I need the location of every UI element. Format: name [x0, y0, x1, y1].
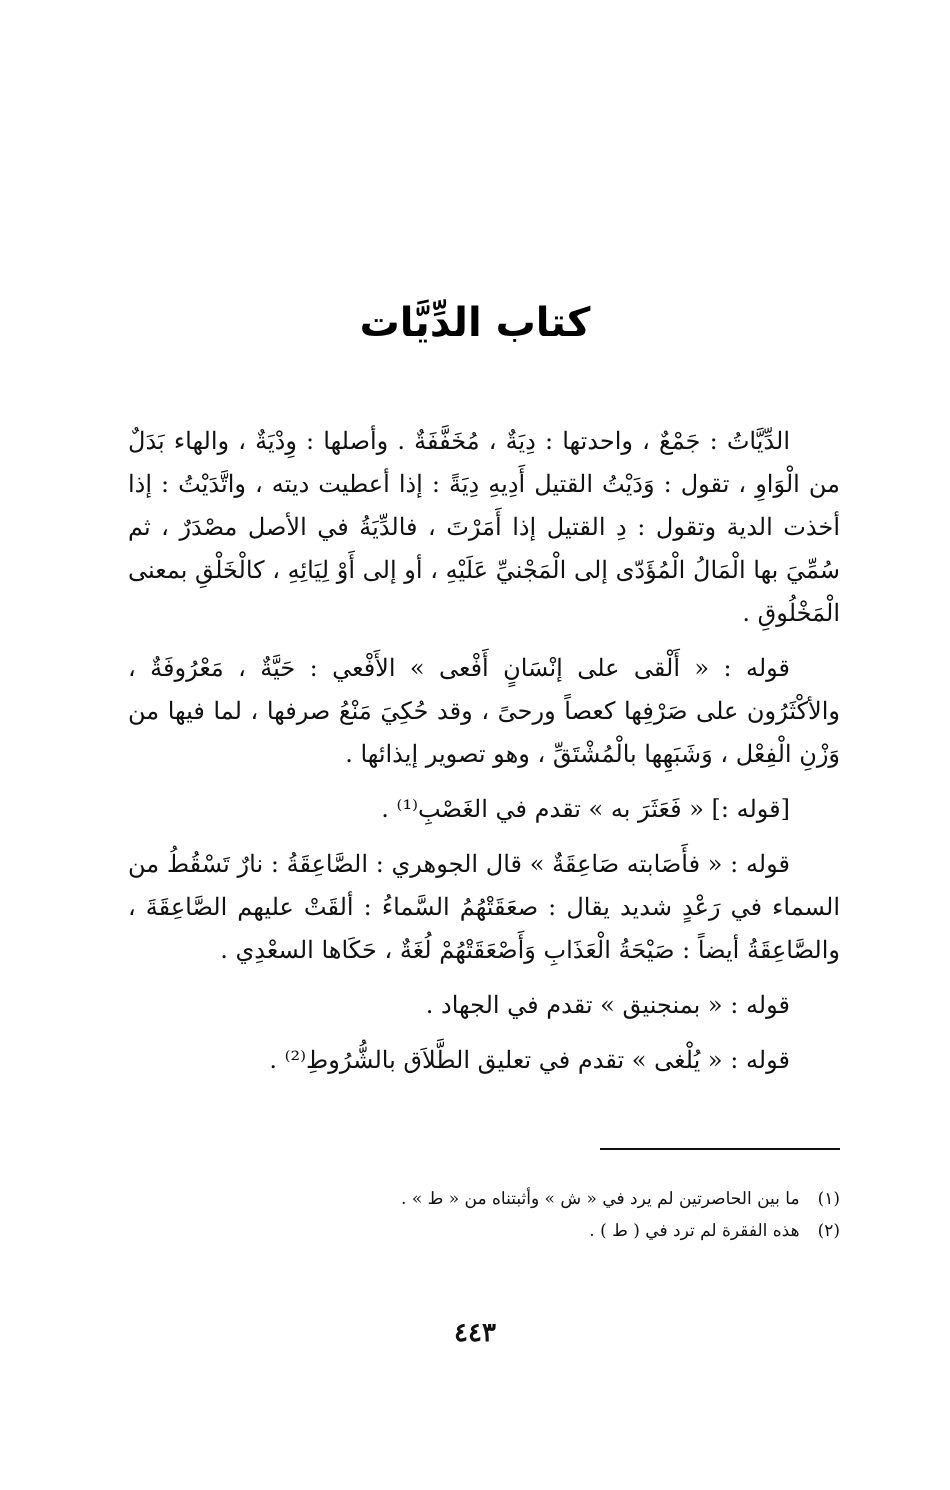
- footnotes: [128, 1183, 840, 1247]
- footnote-number: (١): [817, 1189, 840, 1209]
- paragraph-diyat-definition: الدِّيَّاتُ : جَمْعٌ ، واحدتها : دِيَةٌ ، مُخَفَّفَةٌ . وأصلها : وِدْيَةٌ ، والهاء بَدَلٌ من الْوَاوِ ، تقول : وَدَيْتُ القتيل أَدِيهِ دِيَةً : إذا أعطيت ديته ، واتَّدَيْتُ : إذا أخذت الدية وتقول : دِ القتيل إذا أَمَرْتَ ، فالدِّيَةُ في الأصل مصْدَرٌ ، ثم سُمِّيَ بها الْمَالُ الْمُؤَدّى إلى الْمَجْنيِّ عَلَيْهِ ، أو إلى أَوْ لِيَائِهِ ، كالْخَلْقِ بمعنى الْمَخْلُوقِ .: [128, 427, 840, 627]
- paragraph-afaa: قوله : « أَلْقى على إنْسَانٍ أَفْعى » الأَفْعي : حَيَّةٌ ، مَعْرُوفَةٌ ، والأكْثَرُون على صَرْفِها كعصاً ورحىً ، وقد حُكِيَ مَنْعُ صرفها ، لما فيها من وَزْنِ الْفِعْل ، وَشَبَهِها بالْمُشْتَقِّ ، وهو تصوير إيذائها .: [128, 654, 840, 768]
- paragraph-athara: [قوله :] « فَعَثَرَ به » تقدم في الغَصْبِ⁽¹⁾ .: [381, 795, 790, 823]
- footnote-item: [128, 1215, 840, 1247]
- main-text: [128, 420, 840, 1094]
- footnote-text: ما بين الحاصرتين لم يرد في « ش » وأثبتناه من « ط » .: [401, 1189, 800, 1209]
- paragraph-saiqa: قوله : « فأَصَابته صَاعِقَةٌ » قال الجوهري : الصَّاعِقَةُ : نارٌ تَسْقُطُ من السماء في رَعْدٍ شديد يقال : صعَقَتْهُمُ السَّماءُ : ألقَتْ عليهم الصَّاعِقَةَ ، والصَّاعِقَةُ أيضاً : صَيْحَةُ الْعَذَابِ وَأَصْعَقَتْهُمْ لُغَةٌ ، حَكَاها السعْدِي .: [128, 850, 840, 964]
- page-number: ٤٤٣: [454, 1318, 496, 1348]
- chapter-title: كتاب الدِّيَّات: [359, 300, 591, 346]
- paragraph-yulgha: قوله : « يُلْغى » تقدم في تعليق الطَّلاَق بالشُّرُوطِ⁽²⁾ .: [269, 1046, 790, 1074]
- footnote-divider: [600, 1148, 840, 1150]
- footnote-text: هذه الفقرة لم ترد في ( ط ) .: [589, 1221, 800, 1241]
- footnote-number: (٢): [817, 1221, 840, 1241]
- footnote-item: [128, 1183, 840, 1215]
- paragraph-manjaniq: قوله : « بمنجنيق » تقدم في الجهاد .: [425, 991, 790, 1019]
